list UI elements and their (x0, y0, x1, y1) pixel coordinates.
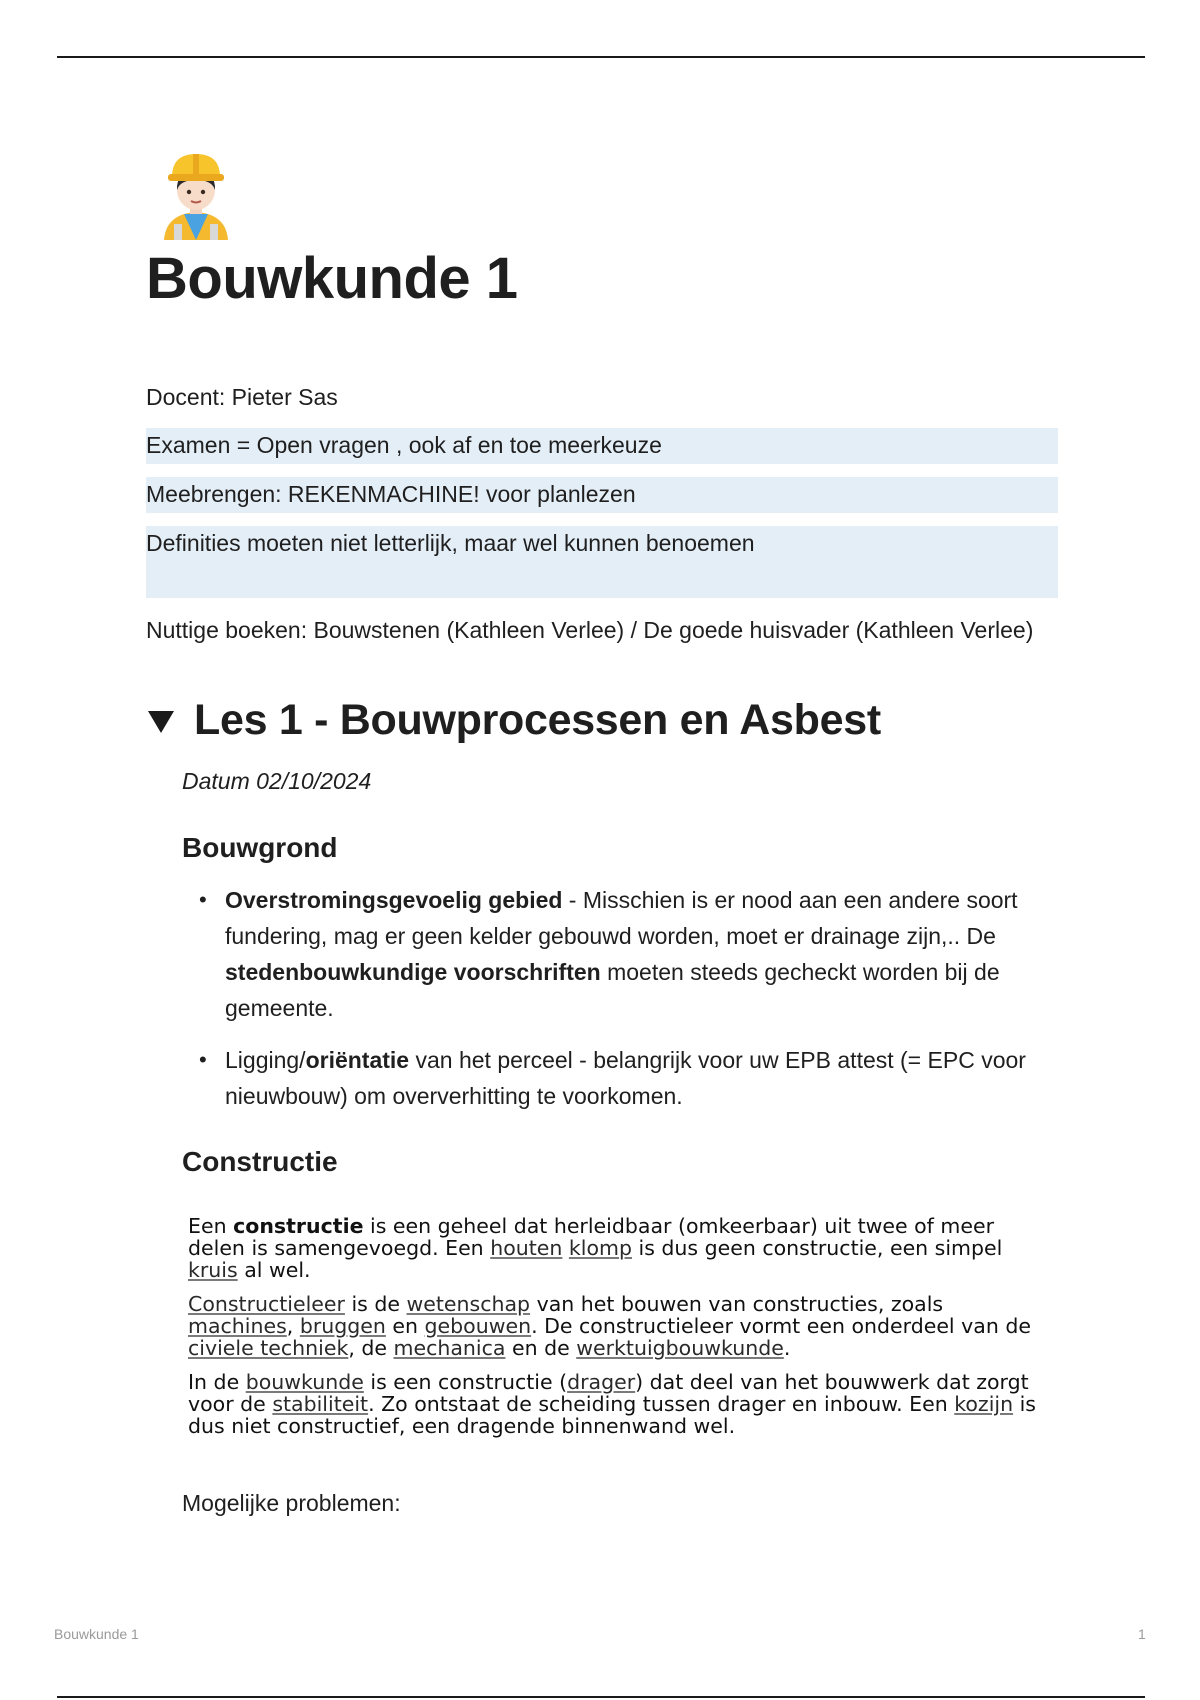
lesson-date: Datum 02/10/2024 (182, 768, 372, 794)
callout-exam: Examen = Open vragen , ook af en toe meerkeuze (146, 428, 1058, 464)
excerpt-paragraph: In de bouwkunde is een constructie (drager) dat deel van het bouwwerk dat zorgt voor de stabiliteit. Zo ontstaat de scheiding tussen drager en inbouw. Een kozijn is dus niet constructief, een dragende binnenwand wel. (188, 1370, 1036, 1438)
excerpt-paragraph: Een constructie is een geheel dat herleidbaar (omkeerbaar) uit twee of meer delen is samengevoegd. Een houten klomp is dus geen constructie, een simpel kruis al wel. (188, 1214, 1003, 1282)
link-klomp[interactable]: klomp (568, 1236, 632, 1260)
link-stabiliteit[interactable]: stabiliteit (272, 1392, 369, 1416)
toggle-triangle-icon[interactable] (146, 706, 176, 736)
possible-problems: Mogelijke problemen: (182, 1490, 401, 1516)
link-drager[interactable]: drager (567, 1370, 636, 1394)
bouwgrond-list (182, 882, 1105, 1130)
link-constructieleer[interactable]: Constructieleer (188, 1292, 345, 1316)
lesson-title: Les 1 - Bouwprocessen en Asbest (194, 696, 881, 744)
link-civiele-techniek[interactable]: civiele techniek (188, 1336, 349, 1360)
page-title: Bouwkunde 1 (146, 246, 518, 311)
docent-line: Docent: Pieter Sas (146, 384, 338, 410)
link-kozijn[interactable]: kozijn (954, 1392, 1014, 1416)
page-number: 1 (1138, 1626, 1146, 1642)
lesson-toggle[interactable] (146, 696, 1058, 745)
bottom-rule (57, 1696, 1145, 1698)
link-kruis[interactable]: kruis (188, 1258, 238, 1282)
heading-constructie: Constructie (182, 1146, 338, 1177)
callout-bring: Meebrengen: REKENMACHINE! voor planlezen (146, 477, 1058, 513)
top-rule (57, 56, 1145, 58)
callout-definitions: Definities moeten niet letterlijk, maar wel kunnen benoemen (146, 526, 1058, 598)
constructie-excerpt (188, 1215, 1048, 1449)
document-header (146, 150, 1058, 311)
list-item: • Ligging/oriëntatie van het perceel - belangrijk voor uw EPB attest (= EPC voor nieuwbouw) om oververhitting te voorkomen. (225, 1042, 1105, 1114)
link-bouwkunde[interactable]: bouwkunde (245, 1370, 364, 1394)
construction-worker-icon (154, 150, 238, 240)
link-houten[interactable]: houten (490, 1236, 563, 1260)
heading-bouwgrond: Bouwgrond (182, 832, 338, 863)
link-bruggen[interactable]: bruggen (299, 1314, 386, 1338)
link-gebouwen[interactable]: gebouwen (424, 1314, 532, 1338)
link-wetenschap[interactable]: wetenschap (406, 1292, 531, 1316)
excerpt-paragraph: Constructieleer is de wetenschap van het bouwen van constructies, zoals machines, bruggen en gebouwen. De constructieleer vormt een onderdeel van de civiele techniek, de mechanica en de werktuigbouwkunde. (188, 1292, 1031, 1360)
link-mechanica[interactable]: mechanica (393, 1336, 506, 1360)
link-machines[interactable]: machines (188, 1314, 287, 1338)
link-werktuigbouwkunde[interactable]: werktuigbouwkunde (576, 1336, 784, 1360)
footer-title: Bouwkunde 1 (54, 1626, 139, 1642)
useful-books: Nuttige boeken: Bouwstenen (Kathleen Verlee) / De goede huisvader (Kathleen Verlee) (146, 617, 1034, 643)
list-item: • Overstromingsgevoelig gebied - Misschien is er nood aan een andere soort fundering, mag er geen kelder gebouwd worden, moet er drainage zijn,.. De stedenbouwkundige voorschriften moeten steeds gecheckt worden bij de gemeente. (225, 882, 1105, 1026)
